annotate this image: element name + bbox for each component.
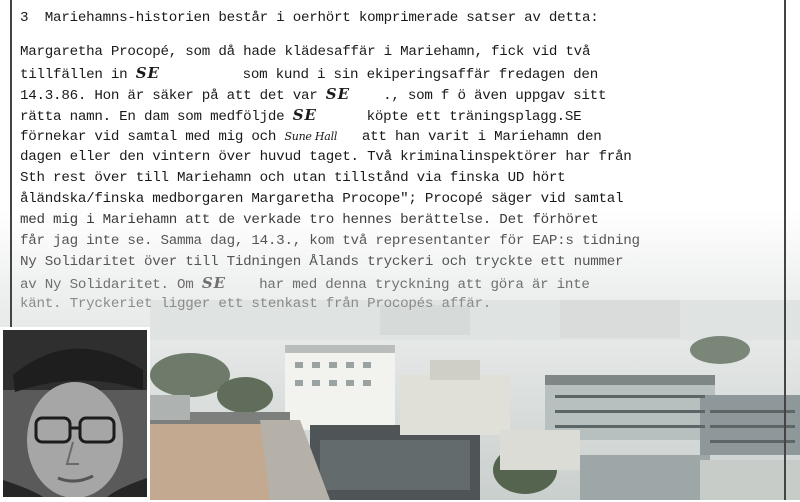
handwritten-annotation: Sune Hall bbox=[284, 130, 338, 143]
section-heading: 3 Mariehamns-historien består i oerhört komprimerade satser av detta: bbox=[20, 10, 599, 26]
text-line: får jag inte se. Samma dag, 14.3., kom två representanter för EAP:s tidning bbox=[20, 233, 640, 249]
text-line: Margaretha Procopé, som då hade klädesaffär i Mariehamn, fick vid två bbox=[20, 44, 591, 60]
text-line: dagen eller den vintern över huvud taget. Två kriminalinspektörer har från bbox=[20, 149, 632, 165]
handwritten-annotation: SE bbox=[325, 85, 351, 103]
text-line: förnekar vid samtal med mig och Sune Hall att han varit i Mariehamn den bbox=[20, 129, 602, 145]
portrait-photo bbox=[0, 327, 150, 500]
text-line: rätta namn. En dam som medföljde SE köpte ett träningsplagg.SE bbox=[20, 106, 582, 125]
text-line: av Ny Solidaritet. Om SE har med denna tryckning att göra är inte bbox=[20, 274, 590, 293]
text-line: känt. Tryckeriet ligger ett stenkast från Procopés affär. bbox=[20, 296, 492, 312]
handwritten-annotation: SE bbox=[292, 106, 317, 124]
text-line: tillfällen in SE som kund i sin ekiperingsaffär fredagen den bbox=[20, 64, 598, 83]
handwritten-annotation: SE bbox=[135, 64, 160, 82]
text-line: åländska/finska medborgaren Margaretha Procope"; Procopé säger vid samtal bbox=[20, 191, 624, 207]
text-line: med mig i Mariehamn att de verkade tro hennes berättelse. Det förhöret bbox=[20, 212, 599, 228]
man-portrait-image bbox=[3, 330, 147, 497]
text-line: Ny Solidaritet över till Tidningen Ålands tryckeri och tryckte ett nummer bbox=[20, 254, 624, 270]
text-line: 14.3.86. Hon är säker på att det var SE ., som f ö även uppgav sitt bbox=[20, 85, 607, 104]
text-line: Sth rest över till Mariehamn och utan tillstånd via finska UD hört bbox=[20, 170, 566, 186]
handwritten-annotation: SE bbox=[201, 274, 227, 292]
document-text bbox=[20, 8, 790, 315]
